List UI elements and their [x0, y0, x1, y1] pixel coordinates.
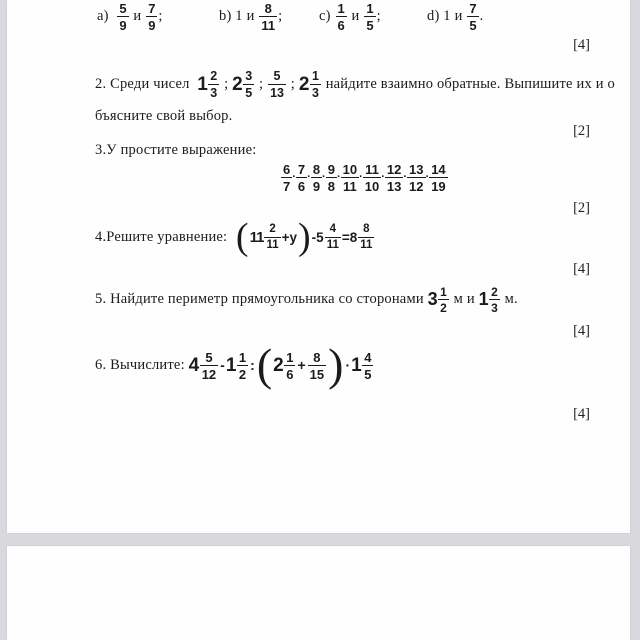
mixed-number: [273, 350, 296, 381]
fraction: [116, 1, 129, 32]
numerator: 8: [259, 1, 277, 17]
operator: ·: [322, 171, 326, 183]
denominator: 3: [210, 85, 218, 100]
whole-number: 4: [188, 354, 199, 376]
fraction-stack: [208, 69, 219, 99]
whole-number: 1: [225, 354, 236, 376]
denominator: 15: [309, 366, 325, 382]
problem-3-expression: [281, 161, 448, 193]
fraction-stack: [264, 223, 280, 251]
text-run: 2. Среди чисел: [95, 75, 198, 92]
denominator: 6: [286, 366, 294, 382]
fraction: [324, 223, 342, 251]
text-run: .: [479, 8, 484, 24]
problem-1-option-c: [319, 1, 381, 32]
numerator: 8: [308, 350, 326, 366]
denominator: 11: [261, 18, 276, 33]
text-run: ;: [278, 8, 283, 24]
big-paren: ): [328, 339, 344, 391]
problem-1-option-a: [97, 1, 163, 32]
whole-number: 2: [298, 73, 309, 95]
fraction-stack: [311, 162, 322, 193]
numerator: 6: [283, 161, 291, 177]
text-run: a): [97, 8, 117, 24]
operator: +: [297, 357, 306, 373]
numerator: 12: [386, 161, 402, 177]
whole-number: 11: [249, 228, 264, 246]
whole-number: 1: [197, 73, 208, 95]
fraction: [296, 162, 307, 193]
fraction: [267, 69, 287, 99]
fraction-stack: [429, 162, 447, 193]
problem-4-equation: [95, 213, 375, 261]
problem-2-line-1: [95, 60, 615, 108]
mixed-number: [250, 223, 282, 251]
operator: :: [250, 357, 255, 373]
operator: ·: [292, 171, 296, 183]
numerator: 1: [337, 1, 345, 16]
numerator: 4: [364, 349, 372, 365]
text-run: м и: [449, 290, 479, 307]
text-run: 5. Найдите периметр прямоугольника со сторонами: [95, 290, 428, 307]
numerator: 5: [200, 350, 218, 366]
points-badge-1: [4]: [573, 37, 590, 53]
numerator: 5: [119, 1, 127, 16]
numerator: 13: [409, 161, 424, 177]
problem-3-label: [95, 140, 256, 160]
denominator: 6: [337, 18, 345, 33]
fraction-stack: [336, 1, 347, 32]
denominator: 12: [201, 366, 217, 382]
mixed-number: [428, 285, 450, 314]
denominator: 8: [327, 178, 335, 194]
fraction: [326, 162, 337, 193]
text-run: d) 1 и: [427, 8, 467, 24]
fraction-stack: [364, 1, 375, 32]
fraction: [466, 1, 479, 32]
denominator: 9: [148, 18, 156, 33]
denominator: 7: [283, 178, 291, 194]
text-run: найдите взаимно обратные. Выпишите их и о: [321, 75, 615, 92]
fraction: [385, 162, 403, 193]
text-run: 4.Решите уравнение:: [95, 228, 235, 245]
operator: ·: [359, 171, 363, 183]
denominator: 2: [238, 366, 247, 382]
text-run: ;: [158, 8, 163, 24]
denominator: 12: [409, 178, 424, 194]
whole-number: 1: [478, 289, 489, 309]
fraction: [363, 162, 381, 193]
numerator: 9: [327, 161, 335, 177]
fraction-stack: [326, 162, 337, 193]
fraction: [335, 1, 348, 32]
fraction-stack: [117, 1, 128, 32]
denominator: 9: [312, 178, 321, 194]
text-run: ;: [220, 75, 233, 92]
text-run: ;: [255, 75, 268, 92]
mixed-number: [189, 350, 220, 381]
denominator: 3: [491, 300, 498, 315]
problem-2-line-2: [95, 106, 232, 126]
mixed-number: [197, 69, 220, 99]
fraction: [281, 162, 292, 193]
fraction-stack: [310, 69, 321, 99]
numerator: 7: [297, 161, 306, 177]
text-run: c): [319, 8, 335, 24]
numerator: 1: [286, 349, 294, 365]
whole-number: 2: [232, 73, 243, 95]
mixed-number: [232, 69, 255, 99]
big-paren: (: [256, 339, 273, 391]
mixed-number: [226, 350, 249, 381]
fraction-stack: [341, 162, 359, 193]
fraction: [429, 162, 447, 193]
denominator: 11: [326, 238, 339, 251]
fraction-stack: [407, 162, 425, 193]
fraction-stack: [284, 350, 295, 381]
fraction: [307, 350, 327, 381]
operator: ·: [381, 171, 385, 183]
fraction-stack: [385, 162, 403, 193]
operator: -5: [311, 229, 324, 245]
operator: ·: [425, 171, 430, 183]
numerator: 2: [491, 284, 498, 299]
mixed-number: [351, 350, 374, 381]
numerator: 4: [325, 223, 341, 238]
problem-5-text: [95, 279, 518, 319]
fraction: [311, 162, 322, 193]
operator: ·: [307, 171, 311, 183]
denominator: 5: [245, 85, 253, 100]
problem-6-expression: [95, 338, 374, 392]
numerator: 7: [469, 1, 477, 16]
fraction: [357, 223, 375, 251]
fraction: [363, 1, 376, 32]
denominator: 13: [386, 178, 402, 194]
numerator: 1: [238, 349, 247, 365]
points-badge-2: [2]: [573, 123, 590, 139]
denominator: 11: [342, 178, 357, 194]
numerator: 7: [148, 1, 156, 16]
whole-number: 1: [351, 354, 362, 376]
big-paren: (: [235, 215, 249, 258]
numerator: 8: [358, 223, 374, 238]
fraction-stack: [237, 350, 248, 381]
operator: +y: [281, 229, 298, 245]
points-badge-5: [4]: [573, 323, 590, 339]
big-paren: ): [298, 215, 311, 258]
text-run: ;: [376, 8, 381, 24]
fraction-stack: [146, 1, 157, 32]
fraction-stack: [259, 1, 277, 32]
numerator: 1: [366, 1, 374, 16]
text-run: 6. Вычислите:: [95, 356, 189, 373]
points-badge-4: [4]: [573, 261, 590, 277]
text-run: и: [347, 8, 364, 24]
text-run: 3.У простите выражение:: [95, 141, 257, 158]
denominator: 11: [266, 238, 279, 251]
numerator: 2: [210, 69, 218, 83]
denominator: 9: [119, 18, 127, 33]
denominator: 11: [360, 238, 373, 251]
mixed-number: [299, 69, 322, 99]
fraction-stack: [243, 69, 254, 99]
denominator: 13: [270, 85, 284, 100]
problem-1-option-d: [427, 1, 483, 32]
whole-number: 3: [427, 289, 438, 309]
fraction-stack: [296, 162, 307, 193]
numerator: 5: [268, 69, 286, 85]
points-badge-3: [2]: [573, 200, 590, 216]
denominator: 3: [311, 85, 319, 100]
numerator: 11: [363, 162, 381, 178]
denominator: 2: [440, 300, 447, 315]
mixed-number: [479, 285, 501, 314]
text-run: м.: [500, 290, 518, 307]
denominator: 5: [469, 18, 477, 33]
operator: =8: [341, 229, 358, 245]
denominator: 6: [297, 178, 306, 194]
fraction-stack: [438, 285, 449, 314]
denominator: 5: [364, 366, 372, 382]
fraction-stack: [467, 1, 478, 32]
whole-number: 2: [273, 354, 284, 376]
fraction: [145, 1, 158, 32]
fraction-stack: [362, 350, 373, 381]
points-badge-6: [4]: [573, 406, 590, 422]
fraction-stack: [200, 350, 218, 381]
numerator: 8: [312, 161, 321, 177]
fraction: [258, 1, 278, 32]
fraction-stack: [281, 162, 292, 193]
numerator: 1: [311, 69, 319, 83]
fraction-stack: [489, 285, 500, 314]
numerator: 14: [431, 161, 446, 177]
fraction: [341, 162, 359, 193]
problem-1-option-b: [219, 1, 282, 32]
fraction-stack: [268, 69, 286, 99]
operator: ·: [345, 357, 351, 373]
numerator: 1: [440, 284, 447, 299]
numerator: 2: [264, 223, 280, 238]
fraction-stack: [358, 223, 374, 251]
denominator: 10: [364, 178, 380, 194]
fraction-stack: [308, 350, 326, 381]
operator: -: [220, 357, 225, 373]
fraction-stack: [363, 162, 381, 193]
text-run: ;: [286, 75, 299, 92]
numerator: 3: [245, 69, 253, 83]
denominator: 5: [366, 18, 374, 33]
text-run: и: [129, 8, 146, 24]
fraction-stack: [325, 223, 341, 251]
fraction: [407, 162, 425, 193]
text-run: b) 1 и: [219, 8, 259, 24]
denominator: 19: [431, 178, 446, 194]
operator: ·: [336, 171, 341, 183]
numerator: 10: [342, 161, 358, 177]
document-page-1: [7, 0, 630, 533]
document-page-2: [7, 546, 630, 640]
text-run: бъясните свой выбор.: [95, 107, 233, 124]
operator: ·: [403, 171, 408, 183]
